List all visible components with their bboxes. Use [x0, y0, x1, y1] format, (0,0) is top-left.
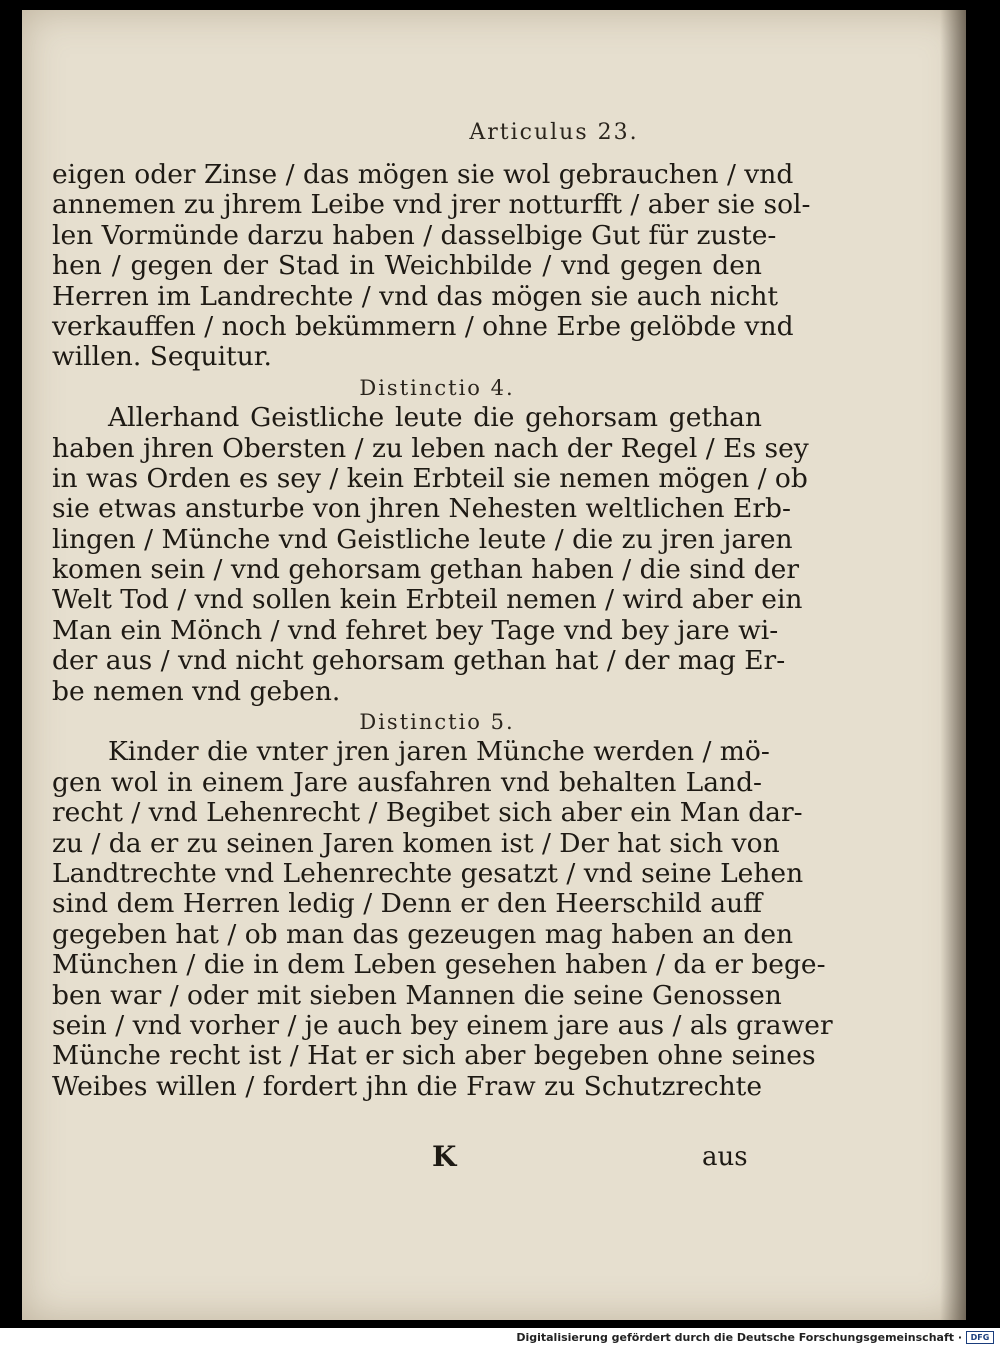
section-heading: Distinctio 5.: [359, 710, 515, 735]
text-line: annemen zu jhrem Leibe vnd jrer notturfft / aber sie sol-: [52, 189, 811, 221]
footer-bar: [0, 1328, 1000, 1348]
text-line: hen / gegen der Stad in Weichbilde / vnd gegen den: [52, 250, 762, 282]
text-line: gegeben hat / ob man das gezeugen mag haben an den: [52, 918, 794, 950]
text-line: verkauffen / noch bekümmern / ohne Erbe gelöbde vnd: [52, 310, 794, 342]
catchword: aus: [702, 1142, 748, 1172]
text-line: Man ein Mönch / vnd fehret bey Tage vnd bey jare wi-: [52, 614, 779, 646]
text-line: sind dem Herren ledig / Denn er den Heerschild auff: [52, 888, 762, 920]
text-line: Welt Tod / vnd sollen kein Erbteil nemen / wird aber ein: [52, 584, 803, 616]
running-head: Articulus 23.: [469, 120, 639, 145]
dfg-logo: DFG: [966, 1331, 994, 1344]
section-heading: Distinctio 4.: [359, 375, 515, 400]
text-block: [52, 159, 833, 1102]
text-line: ben war / oder mit sieben Mannen die seine Genossen: [52, 979, 782, 1011]
text-line: in was Orden es sey / kein Erbteil sie nemen mögen / ob: [52, 462, 808, 494]
text-line: Allerhand Geistliche leute die gehorsam gethan: [108, 402, 762, 434]
text-line: willen. Sequitur.: [52, 341, 272, 373]
page-gutter-shadow: [940, 10, 966, 1320]
text-line: Kinder die vnter jren jaren Münche werden / mö-: [108, 736, 770, 768]
text-line: len Vormünde darzu haben / dasselbige Gut für zuste-: [52, 219, 777, 251]
digitization-credit: Digitalisierung gefördert durch die Deutsche Forschungsgemeinschaft ·: [516, 1331, 962, 1344]
text-line: sie etwas ansturbe von jhren Nehesten weltlichen Erb-: [52, 493, 791, 525]
text-line: München / die in dem Leben gesehen haben / da er bege-: [52, 949, 826, 981]
text-line: Weibes willen / fordert jhn die Fraw zu Schutzrechte: [52, 1070, 762, 1102]
text-line: Landtrechte vnd Lehenrechte gesatzt / vnd seine Lehen: [52, 857, 804, 889]
book-page: [22, 10, 966, 1320]
text-line: be nemen vnd geben.: [52, 675, 341, 707]
text-line: recht / vnd Lehenrecht / Begibet sich aber ein Man dar-: [52, 797, 803, 829]
text-line: lingen / Münche vnd Geistliche leute / die zu jren jaren: [52, 523, 793, 555]
signature-mark: K: [432, 1140, 457, 1173]
text-line: Münche recht ist / Hat er sich aber begeben ohne seines: [52, 1040, 816, 1072]
text-line: sein / vnd vorher / je auch bey einem jare aus / als grawer: [52, 1009, 833, 1041]
text-line: komen sein / vnd gehorsam gethan haben / die sind der: [52, 554, 800, 586]
text-line: eigen oder Zinse / das mögen sie wol gebrauchen / vnd: [52, 159, 794, 190]
text-line: Herren im Landrechte / vnd das mögen sie auch nicht: [52, 280, 779, 312]
text-line: zu / da er zu seinen Jaren komen ist / Der hat sich von: [52, 827, 780, 859]
text-line: haben jhren Obersten / zu leben nach der Regel / Es sey: [52, 432, 809, 464]
text-line: der aus / vnd nicht gehorsam gethan hat / der mag Er-: [52, 645, 786, 677]
text-line: gen wol in einem Jare ausfahren vnd behalten Land-: [52, 766, 762, 798]
